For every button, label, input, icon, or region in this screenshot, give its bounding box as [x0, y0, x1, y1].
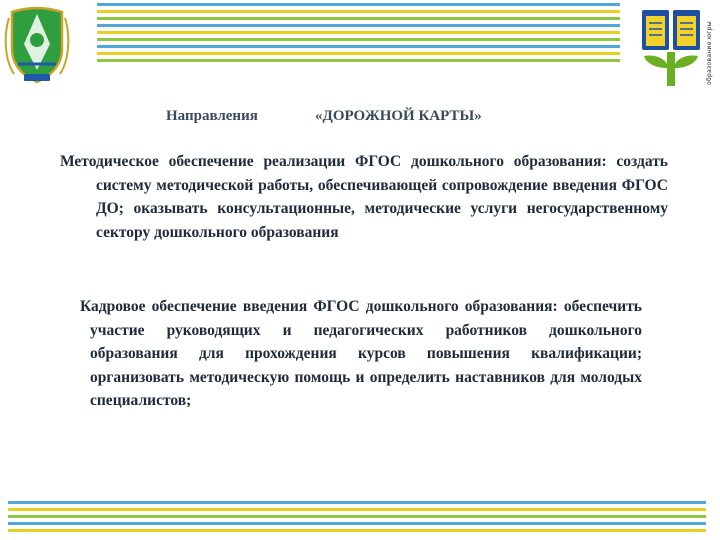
stripe	[8, 501, 706, 504]
stripe	[97, 24, 620, 27]
stripe	[8, 522, 706, 525]
education-book-logo-icon	[640, 8, 702, 88]
stripe	[97, 17, 620, 20]
paragraph-methodical-support: Методическое обеспечение реализации ФГОС дошкольного образования: создать систему методической работы, обеспечивающей сопровождение введения ФГОС ДО; оказывать консультационные, методические услуги негосударственному сектору дошкольного образования	[60, 153, 668, 241]
bottom-stripes	[8, 501, 706, 536]
stripe	[97, 3, 620, 6]
top-stripes	[97, 3, 620, 66]
stripe	[97, 59, 620, 62]
heading-roadmap: «ДОРОЖНОЙ КАРТЫ»	[315, 108, 482, 124]
stripe	[97, 52, 620, 55]
logo-caption: образование югры	[706, 21, 713, 85]
stripe	[8, 508, 706, 511]
coat-of-arms-icon	[4, 4, 70, 86]
stripe	[97, 45, 620, 48]
stripe	[97, 10, 620, 13]
paragraph-staffing-support: Кадровое обеспечение введения ФГОС дошкольного образования: обеспечить участие руководящих и педагогических работников дошкольного образования для прохождения курсов повышения квалификации; организовать методическую помощь и определить наставников для молодых специалистов;	[80, 298, 642, 409]
stripe	[97, 38, 620, 41]
stripe	[8, 515, 706, 518]
heading-directions: Направления	[166, 108, 258, 124]
stripe	[8, 529, 706, 532]
stripe	[97, 31, 620, 34]
